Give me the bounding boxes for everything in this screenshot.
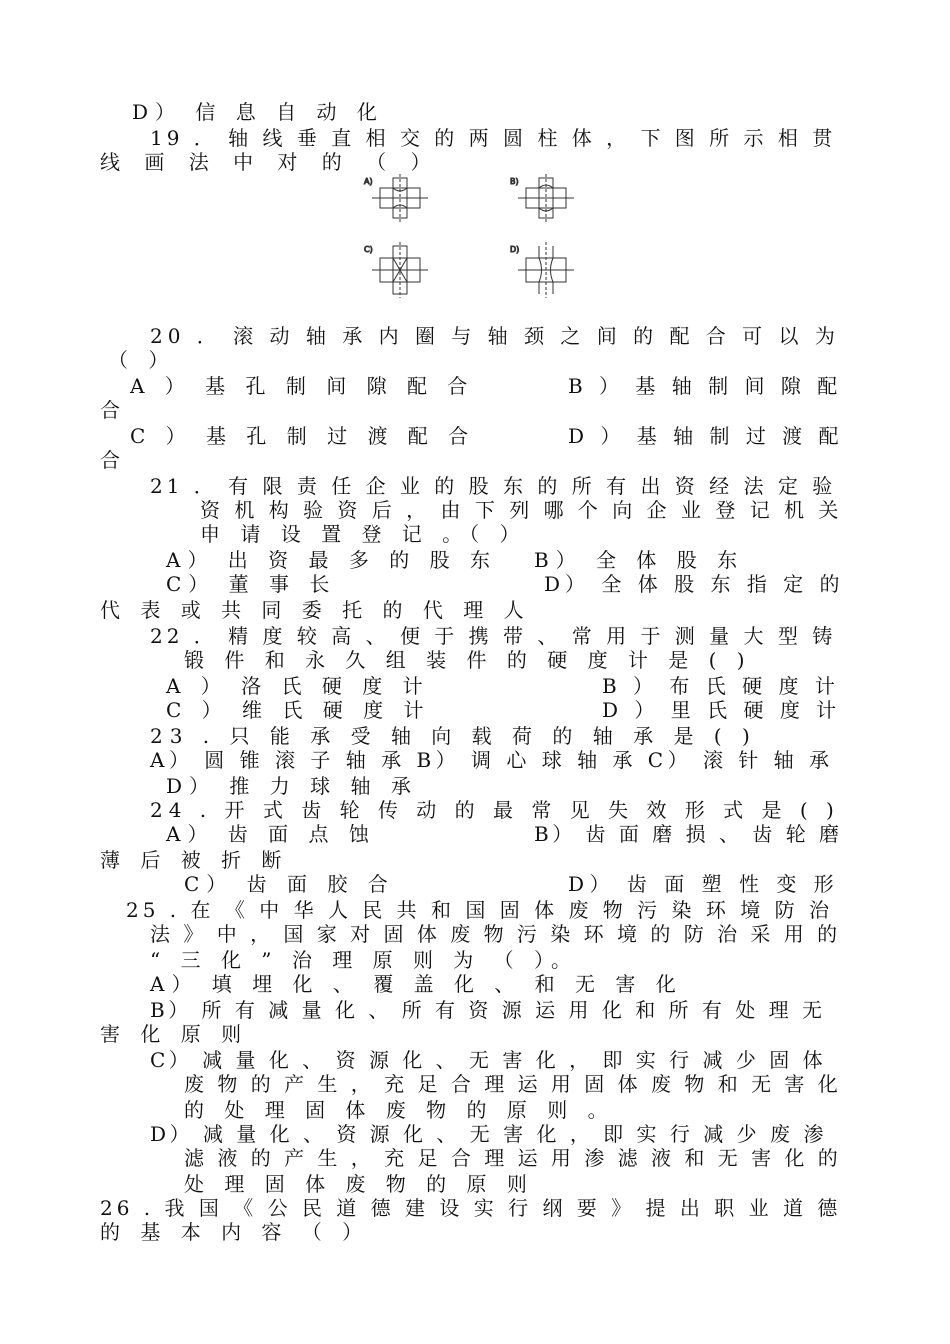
q25-option-d-cont: 滤 液 的 产 生 ， 充 足 合 理 运 用 渗 滤 液 和 无 害 化 的 xyxy=(184,1146,842,1170)
q24-option-b: B） 齿 面 磨 损 、 齿 轮 磨 xyxy=(534,822,843,846)
q19-stem-cont: 线 画 法 中 对 的 （ ） xyxy=(100,150,440,174)
q24-option-c: C） 齿 面 胶 合 xyxy=(184,872,395,896)
q21-stem-cont: 资 机 构 验 资 后 ， 由 下 列 哪 个 向 企 业 登 记 机 关 xyxy=(200,498,843,522)
q24-option-b-cont: 薄 后 被 折 断 xyxy=(100,848,289,872)
q23-option-d: D） 推 力 球 轴 承 xyxy=(166,774,418,798)
q21-option-a: A） 出 资 最 多 的 股 东 xyxy=(166,548,497,572)
q25-option-b: B） 所 有 减 量 化 、 所 有 资 源 运 用 化 和 所 有 处 理 无 xyxy=(150,998,826,1022)
q25-option-c: C） 减 量 化 、 资 源 化 、 无 害 化 ， 即 实 行 减 少 固 体 xyxy=(150,1048,827,1072)
q22-option-a: A ） 洛 氏 硬 度 计 xyxy=(166,674,430,698)
q21-option-d: D） 全 体 股 东 指 定 的 xyxy=(544,572,845,596)
q18-option-d: D） 信 息 自 动 化 xyxy=(132,100,384,124)
figure-label-d: D) xyxy=(510,245,520,254)
q21-option-b: B） 全 体 股 东 xyxy=(534,548,745,572)
q25-option-d-cont2: 处 理 固 体 废 物 的 原 则 xyxy=(184,1172,534,1196)
q24-option-d: D） 齿 面 塑 性 变 形 xyxy=(568,872,840,896)
q25-option-a: A） 填 埋 化 、 覆 盖 化 、 和 无 害 化 xyxy=(150,972,683,996)
q25-option-d: D） 减 量 化 、 资 源 化 、 无 害 化 ， 即 实 行 减 少 废 渗 xyxy=(150,1122,827,1146)
q23-options-abc: A） 圆 锥 滚 子 轴 承 B） 调 心 球 轴 承 C） 滚 针 轴 承 xyxy=(150,748,834,772)
figure-label-b: B) xyxy=(510,177,519,186)
q20-stem-cont: （ ） xyxy=(108,348,176,372)
q21-stem: 21 ． 有 限 责 任 企 业 的 股 东 的 所 有 出 资 经 法 定 验 xyxy=(150,474,837,498)
q25-option-c-cont: 废 物 的 产 生 ， 充 足 合 理 运 用 固 体 废 物 和 无 害 化 xyxy=(184,1072,842,1096)
q20-option-d: D ） 基 轴 制 过 渡 配 xyxy=(568,424,844,448)
intersection-line-figure xyxy=(362,172,592,302)
q19-stem: 19 ． 轴 线 垂 直 相 交 的 两 圆 柱 体 ， 下 图 所 示 相 贯 xyxy=(150,126,837,150)
q22-option-d: D ） 里 氏 硬 度 计 xyxy=(602,698,842,722)
q22-option-c: C ） 维 氏 硬 度 计 xyxy=(166,698,431,722)
q20-option-b: B ） 基 轴 制 间 隙 配 xyxy=(568,374,843,398)
q20-option-a: A ） 基 孔 制 间 隙 配 合 xyxy=(130,374,475,398)
q21-stem-cont2: 申 请 设 置 登 记 。（ ） xyxy=(200,522,527,546)
q23-stem: 23 . 只 能 承 受 轴 向 载 荷 的 轴 承 是 ( ) xyxy=(150,724,757,748)
q21-option-d-cont: 代 表 或 共 同 委 托 的 代 理 人 xyxy=(100,598,531,622)
q24-option-a: A） 齿 面 点 蚀 xyxy=(166,822,376,846)
q25-option-b-cont: 害 化 原 则 xyxy=(100,1022,249,1046)
q20-option-c: C ） 基 孔 制 过 渡 配 合 xyxy=(130,424,476,448)
figure-label-a: A) xyxy=(364,177,373,186)
q20-option-d-cont: 合 xyxy=(100,448,127,472)
q25-stem: 25 . 在 《 中 华 人 民 共 和 国 固 体 废 物 污 染 环 境 防 治 xyxy=(126,898,833,922)
q22-stem: 22 ． 精 度 较 高 、 便 于 携 带 、 常 用 于 测 量 大 型 铸 xyxy=(150,624,837,648)
q25-stem-cont: 法 》 中 ， 国 家 对 固 体 废 物 污 染 环 境 的 防 治 采 用 的 xyxy=(150,922,841,946)
figure-label-c: C) xyxy=(364,245,373,254)
q20-stem: 20 ． 滚 动 轴 承 内 圈 与 轴 颈 之 间 的 配 合 可 以 为 xyxy=(150,324,840,348)
q20-option-b-cont: 合 xyxy=(100,398,127,422)
q25-option-c-cont2: 的 处 理 固 体 废 物 的 原 则 。 xyxy=(184,1098,615,1122)
q22-option-b: B ） 布 氏 硬 度 计 xyxy=(602,674,840,698)
q24-stem: 24 . 开 式 齿 轮 传 动 的 最 常 见 失 效 形 式 是 ( ) xyxy=(150,798,840,822)
q26-stem-cont: 的 基 本 内 容 （ ） xyxy=(100,1220,370,1244)
q26-stem: 26 . 我 国 《 公 民 道 德 建 设 实 行 纲 要 》 提 出 职 业 道 德 xyxy=(100,1196,842,1220)
q22-stem-cont: 锻 件 和 永 久 组 装 件 的 硬 度 计 是 ( ) xyxy=(184,648,752,672)
q25-stem-cont2: “ 三 化 ” 治 理 原 则 为 （ ）。 xyxy=(150,948,579,972)
q21-option-c: C） 董 事 长 xyxy=(166,572,337,596)
